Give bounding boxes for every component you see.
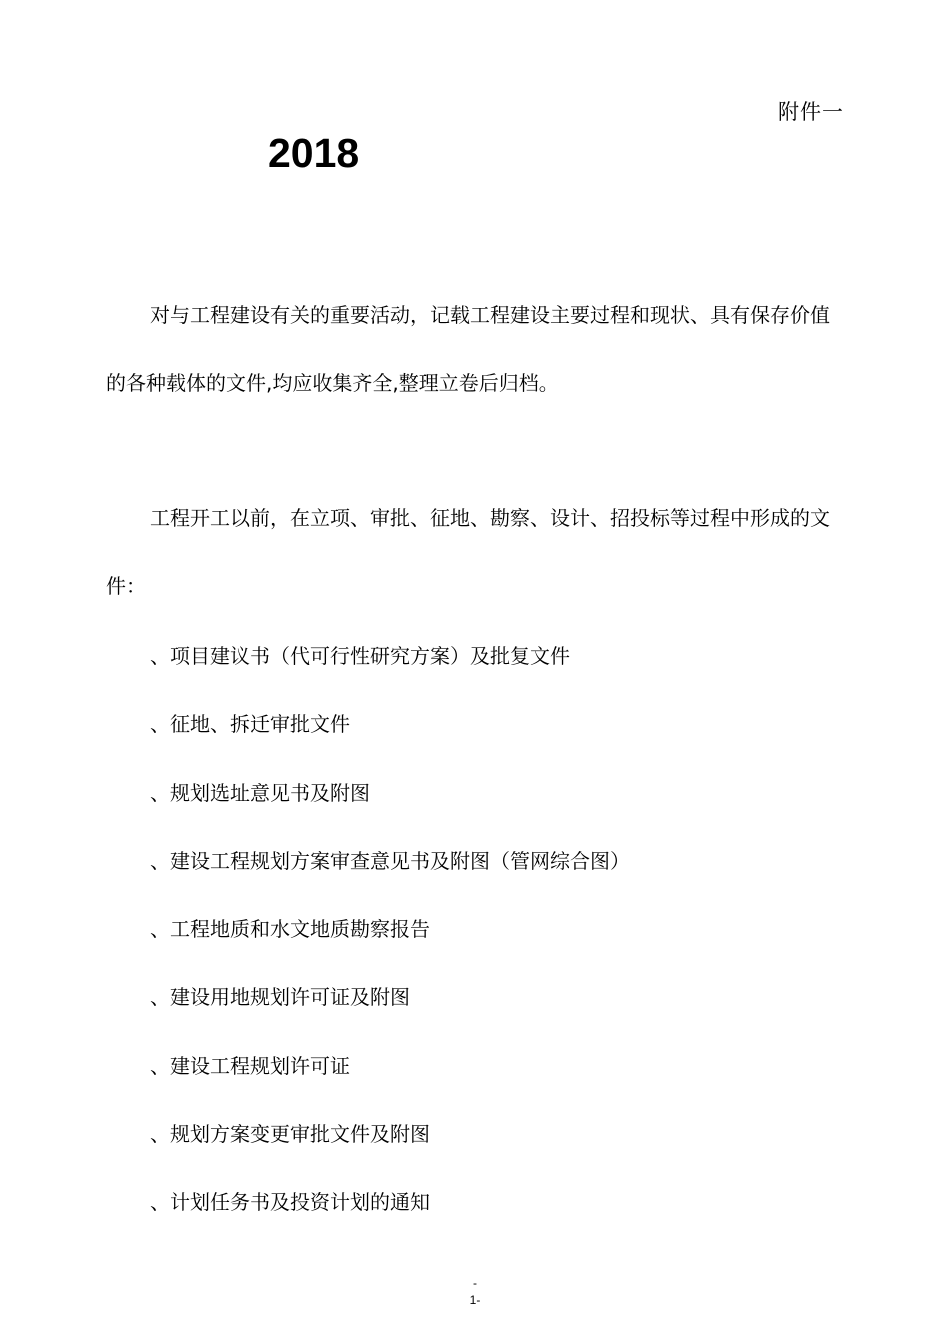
list-item: 、规划选址意见书及附图: [150, 780, 370, 805]
list-item: 、征地、拆迁审批文件: [150, 712, 350, 737]
paragraph-text: 工程开工以前，在立项、审批、征地、勘察、设计、招投标等过程中形成的文件：: [106, 506, 830, 598]
list-item: 、建设用地规划许可证及附图: [150, 985, 410, 1010]
list-item: 、建设工程规划许可证: [150, 1053, 350, 1078]
paragraph-preconstruction-documents: [106, 484, 846, 620]
list-item: 、计划任务书及投资计划的通知: [150, 1190, 430, 1215]
paragraph-text: 对与工程建设有关的重要活动，记载工程建设主要过程和现状、具有保存价值的各种载体的文件,均应收集齐全,整理立卷后归档。: [106, 303, 830, 395]
list-item: 、建设工程规划方案审查意见书及附图（管网综合图）: [150, 848, 630, 873]
footer-dash: -: [473, 1276, 477, 1290]
annex-label: 附件一: [778, 100, 844, 124]
page-number: 1-: [469, 1293, 481, 1307]
list-item: 、工程地质和水文地质勘察报告: [150, 917, 430, 942]
paragraph-archiving-requirement: [106, 281, 846, 417]
list-item: 、规划方案变更审批文件及附图: [150, 1122, 430, 1147]
document-year: 2018: [268, 130, 360, 176]
document-list: [150, 622, 630, 1237]
list-item: 、项目建议书（代可行性研究方案）及批复文件: [150, 644, 570, 668]
